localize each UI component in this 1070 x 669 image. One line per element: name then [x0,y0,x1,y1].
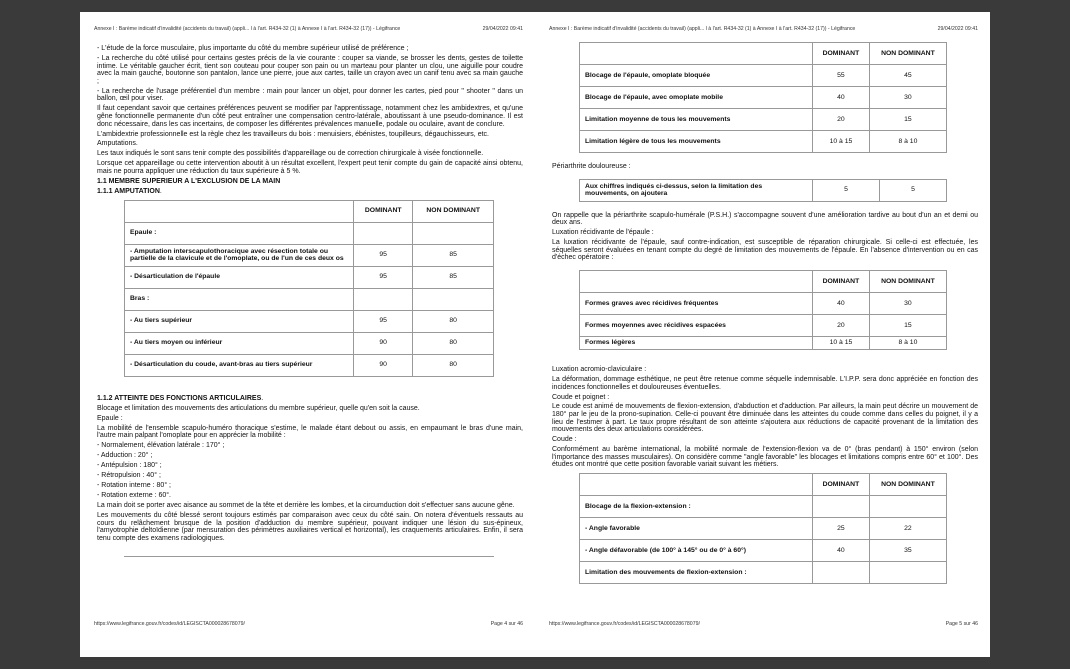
paragraph: - L'étude de la force musculaire, plus importante du côté du membre supérieur utilisé de préférence ; [97,45,409,52]
footer-page: Page 5 sur 46 [945,621,978,627]
subsection-heading-line: 1.1.1 AMPUTATION. [97,188,162,196]
paragraph: La main doit se porter avec aisance au sommet de la tête et derrière les lombes, et la circumduction doit s'effectuer sans aucune gêne. [97,502,515,510]
table-row: - Désarticulation du coude, avant-bras au tiers supérieur 90 80 [125,354,494,376]
paragraph: La mobilité de l'ensemble scapulo-huméro thoracique s'estime, le malade étant debout ou assis, en empaumant le bras d'une main, l'autre main palpant l'omoplate pour en apprécier la mobilité : [97,424,523,440]
table-row: - Angle favorable 25 22 [580,518,947,540]
table-row: Limitation des mouvements de flexion-extension : [580,562,947,584]
paragraph: Luxation récidivante de l'épaule : [552,229,654,237]
paragraph: - La recherche du côté utilisé pour certains gestes précis de la vie courante : couper sa viande, se brosser les dents, gestes de toilette intime. Le véritable gaucher écrit, tient son couteau pour couper son pain ou un marteau pour planter un clou, une aiguille pour coudre avec la main gauche, boutonne son pantalon, lance une pierre, joue aux cartes, taille un crayon avec un canif tenu avec sa main gauche ; [97,54,523,85]
table-row: Epaule : [125,222,494,244]
table-row: - Angle défavorable (de 100° à 145° ou de 0° à 60°) 40 35 [580,540,947,562]
page-4 [80,12,535,657]
page-footer [94,621,523,627]
paragraph: Il faut cependant savoir que certaines préférences peuvent se modifier par l'apprentissage, notamment chez les ambidextres, et qu'une gêne fonctionnelle permanente d'un côté peut entraîner une compensation centro-latérale, aboutissant à une pseudo-dominance. Il est donc nécessaire, dans les cas incertains, de composer les différentes prévalences manuelle, podale ou oculaire, avant de conclure. [97,105,523,128]
paragraph: Coude : [552,436,577,444]
header-title: Annexe I : Barème indicatif d'invalidité (accidents du travail) (appli... l à l'art. R434-32 (1) à Annexe I à l'art. R434-32 (17)) - Légifrance [94,26,401,32]
subsection-heading-line: 1.1.2 ATTEINTE DES FONCTIONS ARTICULAIRES. [97,394,264,402]
list-item: - Normalement, élévation latérale : 170° ; [97,442,225,450]
list-item: - Adduction : 20° ; [97,452,153,460]
table-row: Formes graves avec récidives fréquentes 40 30 [580,292,947,314]
page-header [549,26,978,32]
table-row: Blocage de la flexion-extension : [580,496,947,518]
table-row: Limitation moyenne de tous les mouvements 20 15 [580,109,947,131]
paragraph: Coude et poignet : [552,393,610,401]
footer-url: https://www.legifrance.gouv.fr/codes/id/LEGISCTA000028678079/ [94,621,245,627]
table-row: Aux chiffres indiqués ci-dessus, selon la limitation des mouvements, on ajoutera 5 5 [580,179,947,201]
table-row: Blocage de l'épaule, omoplate bloquée 55 45 [580,65,947,87]
table-row: Bras : [125,288,494,310]
document-viewer[interactable] [80,12,990,657]
paragraph: Lorsque cet appareillage ou cette intervention aboutit à un résultat excellent, l'expert peut tenir compte du gain de capacité ainsi obtenu, mais ne pourra appliquer une réduction du taux supérieure à 5 %. [97,160,523,176]
footer-url: https://www.legifrance.gouv.fr/codes/id/LEGISCTA000028678079/ [549,621,700,627]
elbow-table [579,473,947,584]
periarthritis-table [579,179,947,202]
section-heading: 1.1 MEMBRE SUPERIEUR A L'EXCLUSION DE LA MAIN [97,178,281,186]
subsection-heading: 1.1.2 ATTEINTE DES FONCTIONS ARTICULAIRES [97,394,262,402]
table-row: - Désarticulation de l'épaule 95 85 [125,266,494,288]
paragraph: La déformation, dommage esthétique, ne peut être retenue comme séquelle indemnisable. L'I.P.P. sera donc appréciée en fonction des incidences fonctionnelles et douloureuses éventuelles. [552,375,978,391]
table-row: - Amputation interscapulothoracique avec résection totale ou partielle de la clavicule et de l'omoplate, ou de l'un de ces deux os 95 85 [125,244,494,266]
page-body [97,45,523,561]
paragraph: Blocage et limitation des mouvements des articulations du membre supérieur, quelle qu'en soit la cause. [97,404,420,412]
table-header-row: DOMINANT NON DOMINANT [580,270,947,292]
table-row: Formes moyennes avec récidives espacées 20 15 [580,314,947,336]
table-header-row: DOMINANT NON DOMINANT [580,474,947,496]
table-row: Formes légères 10 à 15 8 à 10 [580,336,947,349]
page-header [94,26,523,32]
col-dominant: DOMINANT [354,200,413,222]
header-date: 29/04/2022 09:41 [937,26,978,32]
paragraph: Epaule : [97,414,123,422]
paragraph: On rappelle que la périarthrite scapulo-humérale (P.S.H.) s'accompagne souvent d'une amélioration tardive au bout d'un an et demi ou deux ans. [552,211,978,227]
list-item: - Rétropulsion : 40° ; [97,472,161,480]
header-title: Annexe I : Barème indicatif d'invalidité (accidents du travail) (appli... l à l'art. R434-32 (1) à Annexe I à l'art. R434-32 (17)) - Légifrance [549,26,856,32]
paragraph: - La recherche de l'usage préférentiel d'un membre : main pour lancer un objet, pour donner les cartes, pied pour " shooter " dans un ballon, œil pour viser. [97,87,523,103]
amputation-table [124,200,494,377]
page-body [552,42,978,588]
table-row: - Au tiers moyen ou inférieur 90 80 [125,332,494,354]
paragraph: L'ambidextrie professionnelle est la règle chez les travailleurs du bois : menuisiers, ébénistes, toupilleurs, dégauchisseurs, etc. [97,130,489,138]
list-item: - Antépulsion : 180° ; [97,462,162,470]
paragraph: Les taux indiqués le sont sans tenir compte des possibilités d'appareillage ou de correction chirurgicale à visée fonctionnelle. [97,150,484,158]
table-row: - Au tiers supérieur 95 80 [125,310,494,332]
shoulder-block-table [579,42,947,153]
table-row: Blocage de l'épaule, avec omoplate mobile 40 30 [580,87,947,109]
list-item: - Rotation interne : 80° ; [97,482,172,490]
paragraph: Périarthrite douloureuse : [552,163,631,170]
paragraph: La luxation récidivante de l'épaule, sauf contre-indication, est susceptible de réparation chirurgicale. Si celle-ci est effectuée, les séquelles seront évaluées en tenant compte du degré de limitation des mouvements de l'épaule. En l'absence d'intervention ou en cas d'échec opératoire : [552,239,978,262]
paragraph: Le coude est animé de mouvements de flexion-extension, d'abduction et d'adduction. Par ailleurs, la main peut décrire un mouvement de 180° par le jeu de la prono-supination. Celle-ci pouvant être diminuée dans les atteintes du coude comme dans celles du poignet, il y a lieu de l'estimer à part. Le taux propre résultant de son atteinte s'ajoutera aux réductions de capacité provenant de la limitation des mouvements des deux articulations considérées. [552,403,978,434]
list-item: - Rotation externe : 60°. [97,492,172,500]
paragraph: Les mouvements du côté blessé seront toujours estimés par comparaison avec ceux du côté sain. On notera d'éventuels ressauts au cours du relâchement brusque de la position d'adduction du membre supérieur, pouvant indiquer une lésion du sus-épineux, l'amyotrophie deltoïdienne (par mensuration des périmètres auxiliaires vertical et horizontal), les craquements articulaires. Enfin, il sera tenu compte des examens radiologiques. [97,512,523,542]
paragraph: Conformément au barème international, la mobilité normale de l'extension-flexion va de 0° (bras pendant) à 150° environ (selon l'importance des masses musculaires). On considère comme "angle favorable" les blocages et limitations compris entre 60° et 100°. Des études ont montré que cette position favorable variait suivant les métiers. [552,446,978,469]
col-non-dominant: NON DOMINANT [413,200,494,222]
table-stub [124,556,494,561]
recurrent-dislocation-table [579,270,947,350]
paragraph: Luxation acromio-claviculaire : [552,365,647,373]
page-5 [535,12,990,657]
table-row: Limitation légère de tous les mouvements 10 à 15 8 à 10 [580,131,947,153]
table-header-row [125,200,494,222]
paragraph: Amputations. [97,140,138,148]
header-date: 29/04/2022 09:41 [482,26,523,32]
subsection-heading: 1.1.1 AMPUTATION [97,188,160,196]
table-header-row: DOMINANT NON DOMINANT [580,43,947,65]
footer-page: Page 4 sur 46 [490,621,523,627]
page-footer [549,621,978,627]
